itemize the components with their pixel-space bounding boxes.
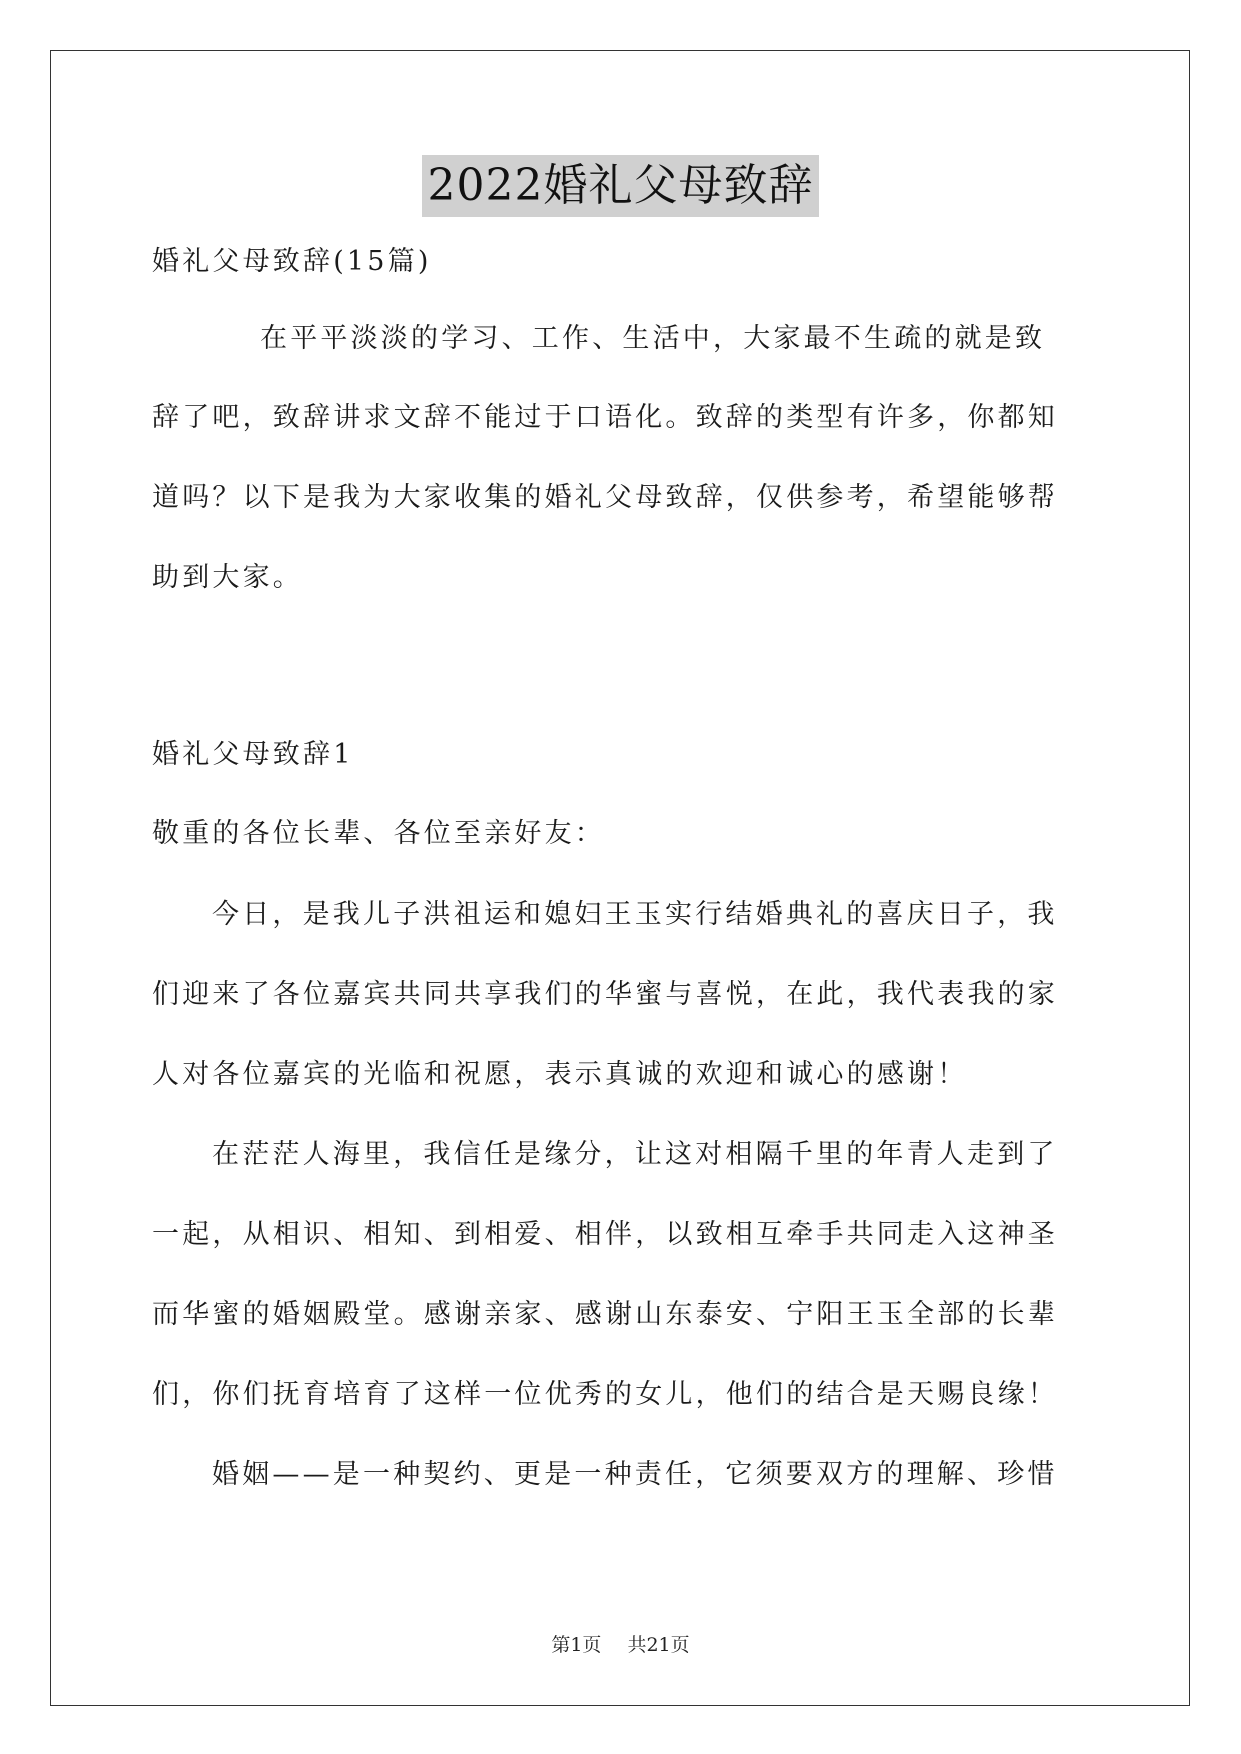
- paragraph-line: 人对各位嘉宾的光临和祝愿，表示真诚的欢迎和诚心的感谢！: [152, 1059, 968, 1090]
- paragraph-line: 而华蜜的婚姻殿堂。感谢亲家、感谢山东泰安、宁阳王玉全部的长辈: [152, 1299, 1058, 1330]
- intro-line: 在平平淡淡的学习、工作、生活中，大家最不生疏的就是致: [260, 323, 1046, 354]
- paragraph-line: 在茫茫人海里，我信任是缘分，让这对相隔千里的年青人走到了: [212, 1139, 1058, 1170]
- intro-line: 辞了吧，致辞讲求文辞不能过于口语化。致辞的类型有许多，你都知: [152, 402, 1058, 433]
- salutation: 敬重的各位长辈、各位至亲好友：: [152, 818, 605, 849]
- paragraph-line: 们，你们抚育培育了这样一位优秀的女儿，他们的结合是天赐良缘！: [152, 1379, 1058, 1410]
- subtitle: 婚礼父母致辞(15篇): [152, 246, 432, 277]
- paragraph-line: 们迎来了各位嘉宾共同共享我们的华蜜与喜悦，在此，我代表我的家: [152, 979, 1058, 1010]
- page-total: 共21页: [627, 1634, 690, 1656]
- document-title-wrap: [0, 155, 1241, 217]
- paragraph-line: 婚姻——是一种契约、更是一种责任，它须要双方的理解、珍惜: [212, 1459, 1058, 1490]
- intro-line: 道吗？以下是我为大家收集的婚礼父母致辞，仅供参考，希望能够帮: [152, 482, 1058, 513]
- paragraph-line: 今日，是我儿子洪祖运和媳妇王玉实行结婚典礼的喜庆日子，我: [212, 899, 1058, 930]
- page-number: 第1页: [551, 1634, 602, 1656]
- page-footer: [0, 1630, 1241, 1657]
- document-title: 2022婚礼父母致辞: [422, 155, 820, 217]
- paragraph-line: 一起，从相识、相知、到相爱、相伴，以致相互牵手共同走入这神圣: [152, 1219, 1058, 1250]
- section-heading: 婚礼父母致辞1: [152, 739, 354, 770]
- intro-line: 助到大家。: [152, 562, 303, 593]
